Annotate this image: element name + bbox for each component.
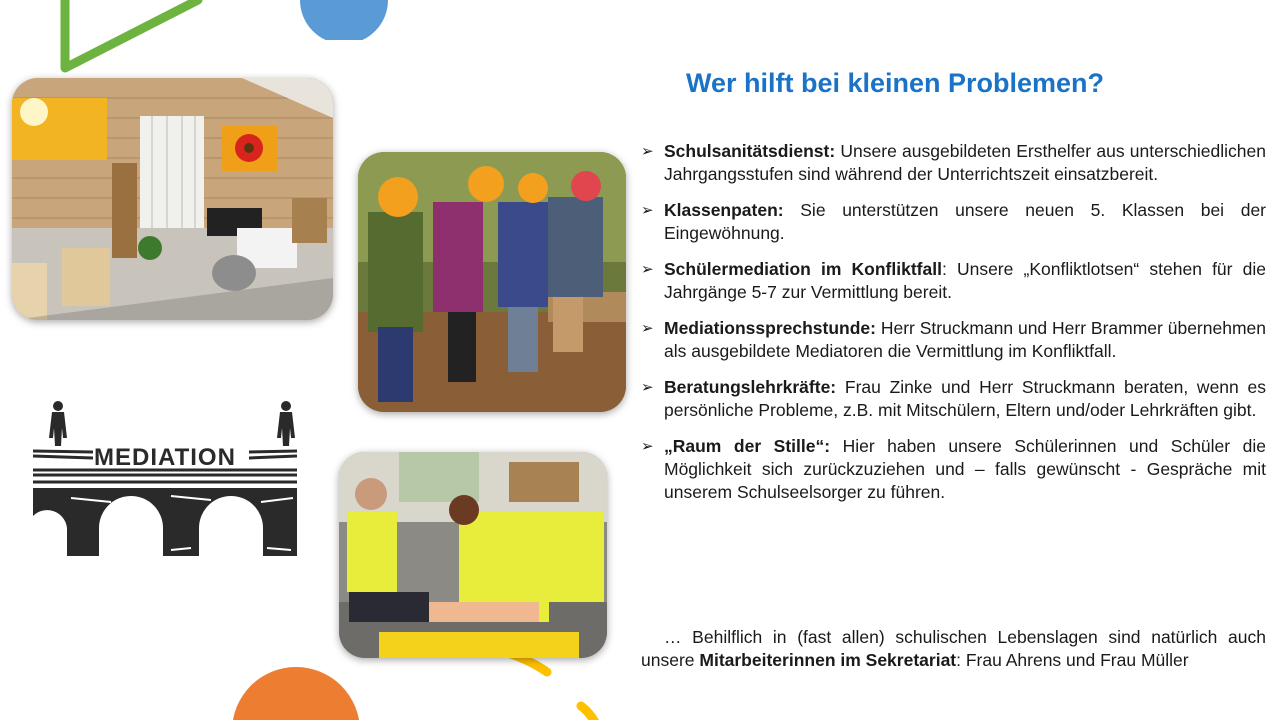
- list-item: [641, 376, 1266, 422]
- climbing-activity-photo: [358, 152, 626, 412]
- list-item: [641, 435, 1266, 504]
- orange-circle-decoration: [230, 665, 362, 720]
- item-term: „Raum der Stille“:: [664, 436, 831, 456]
- item-text: Hier haben unsere Schülerinnen und Schüler die Möglichkeit sich zurückzuziehen und – falls gewünscht - Gespräche mit unserem Schulseelsorger zu führen.: [664, 436, 1266, 502]
- arrow-bullet-icon: ➢: [641, 379, 654, 396]
- item-text: Herr Struckmann und Herr Brammer übernehmen als ausgebildete Mediatoren die Vermittlung im Konfliktfall.: [664, 318, 1266, 361]
- arrow-bullet-icon: ➢: [641, 320, 654, 337]
- item-text: Unsere ausgebildeten Ersthelfer aus unterschiedlichen Jahrgangsstufen sind während der Unterrichtszeit einsatzbereit.: [664, 141, 1266, 184]
- item-text: : Unsere „Konfliktlotsen“ stehen für die Jahrgänge 5-7 zur Vermittlung bereit.: [664, 259, 1266, 302]
- page-title: Wer hilft bei kleinen Problemen?: [685, 68, 1105, 98]
- quiet-room-photo: [12, 78, 333, 320]
- help-list: [641, 140, 1266, 517]
- mediation-logo-text: MEDIATION: [94, 444, 236, 471]
- footer-suffix: : Frau Ahrens und Frau Müller: [956, 650, 1189, 670]
- arrow-bullet-icon: ➢: [641, 143, 654, 160]
- footer-note: [641, 626, 1266, 672]
- footer-bold: Mitarbeiterinnen im Sekretariat: [699, 650, 957, 670]
- item-term: Schülermediation im Konfliktfall: [664, 259, 942, 279]
- list-item: [641, 317, 1266, 363]
- item-term: Schulsanitätsdienst:: [664, 141, 836, 161]
- item-text: Sie unterstützen unsere neuen 5. Klassen bei der Eingewöhnung.: [664, 200, 1266, 243]
- item-term: Klassenpaten:: [664, 200, 784, 220]
- arrow-bullet-icon: ➢: [641, 438, 654, 455]
- list-item: [641, 199, 1266, 245]
- blue-circle-decoration: [298, 0, 390, 40]
- item-term: Beratungslehrkräfte:: [664, 377, 837, 397]
- list-item: [641, 258, 1266, 304]
- arrow-bullet-icon: ➢: [641, 202, 654, 219]
- arrow-bullet-icon: ➢: [641, 261, 654, 278]
- item-text: Frau Zinke und Herr Struckmann beraten, wenn es persönliche Probleme, z.B. mit Mitschülern, Eltern und/oder Lehrkräften gibt.: [664, 377, 1266, 420]
- green-triangle-decoration: [50, 0, 210, 80]
- first-aid-training-photo: [339, 452, 607, 658]
- mediation-logo: [31, 398, 299, 556]
- item-term: Mediationssprechstunde:: [664, 318, 876, 338]
- list-item: [641, 140, 1266, 186]
- footer-prefix: … Behilflich in (fast allen) schulischen Lebenslagen sind natürlich auch unsere: [641, 627, 1266, 670]
